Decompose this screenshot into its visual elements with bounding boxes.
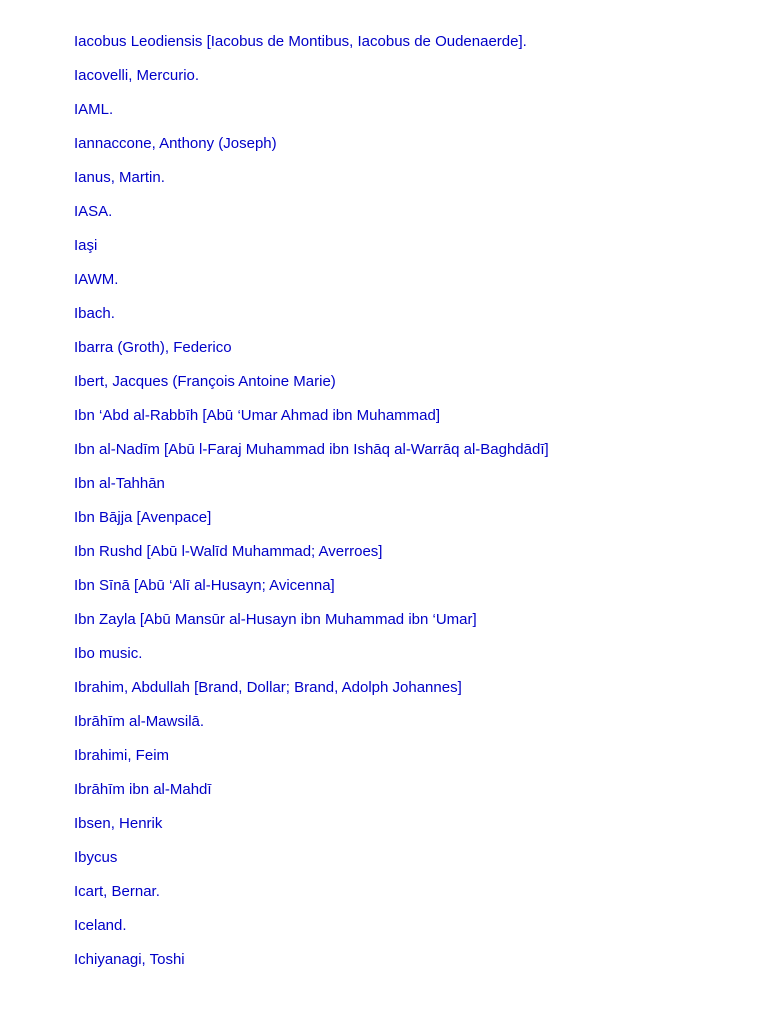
entry-link[interactable]: Ibach.: [74, 305, 115, 322]
entry-link[interactable]: Ibo music.: [74, 645, 143, 662]
entry-link[interactable]: Ibn ‘Abd al-Rabbīh [Abū ‘Umar Ahmad ibn Muhammad]: [74, 407, 441, 424]
entry-link[interactable]: Ibarra (Groth), Federico: [74, 339, 232, 356]
entry-link[interactable]: Ibn al-Nadīm [Abū l-Faraj Muhammad ibn Ishāq al-Warrāq al-Baghdādī]: [74, 441, 549, 458]
entry-link[interactable]: Ibsen, Henrik: [74, 815, 163, 832]
entry-link[interactable]: Ibrahimi, Feim: [74, 747, 170, 764]
entry-link[interactable]: Ibert, Jacques (François Antoine Marie): [74, 373, 336, 390]
entry-link[interactable]: Ibn Bājja [Avenpace]: [74, 509, 212, 526]
entry-link[interactable]: Ibn Sīnā [Abū ‘Alī al-Husayn; Avicenna]: [74, 577, 335, 594]
entry-link[interactable]: IAML.: [74, 101, 114, 118]
entry-link[interactable]: IAWM.: [74, 271, 119, 288]
entry-link[interactable]: Ibrāhīm al-Mawsilā.: [74, 713, 205, 730]
entry-link[interactable]: Icart, Bernar.: [74, 883, 160, 900]
entry-index-list: [74, 33, 549, 985]
entry-link[interactable]: Ibn al-Tahhān: [74, 475, 165, 492]
entry-link[interactable]: Iacovelli, Mercurio.: [74, 67, 200, 84]
entry-link[interactable]: Ichiyanagi, Toshi: [74, 951, 185, 968]
entry-link[interactable]: Ibn Zayla [Abū Mansūr al-Husayn ibn Muhammad ibn ‘Umar]: [74, 611, 477, 628]
entry-link[interactable]: IASA.: [74, 203, 113, 220]
entry-link[interactable]: Iacobus Leodiensis [Iacobus de Montibus, Iacobus de Oudenaerde].: [74, 33, 527, 50]
entry-link[interactable]: Ibn Rushd [Abū l-Walīd Muhammad; Averroes]: [74, 543, 383, 560]
entry-link[interactable]: Ibrāhīm ibn al-Mahdī: [74, 781, 212, 798]
entry-link[interactable]: Ibycus: [74, 849, 118, 866]
entry-link[interactable]: Ianus, Martin.: [74, 169, 165, 186]
entry-link[interactable]: Iaşi: [74, 237, 98, 254]
entry-link[interactable]: Iceland.: [74, 917, 127, 934]
entry-link[interactable]: Ibrahim, Abdullah [Brand, Dollar; Brand, Adolph Johannes]: [74, 679, 462, 696]
entry-link[interactable]: Iannaccone, Anthony (Joseph): [74, 135, 277, 152]
